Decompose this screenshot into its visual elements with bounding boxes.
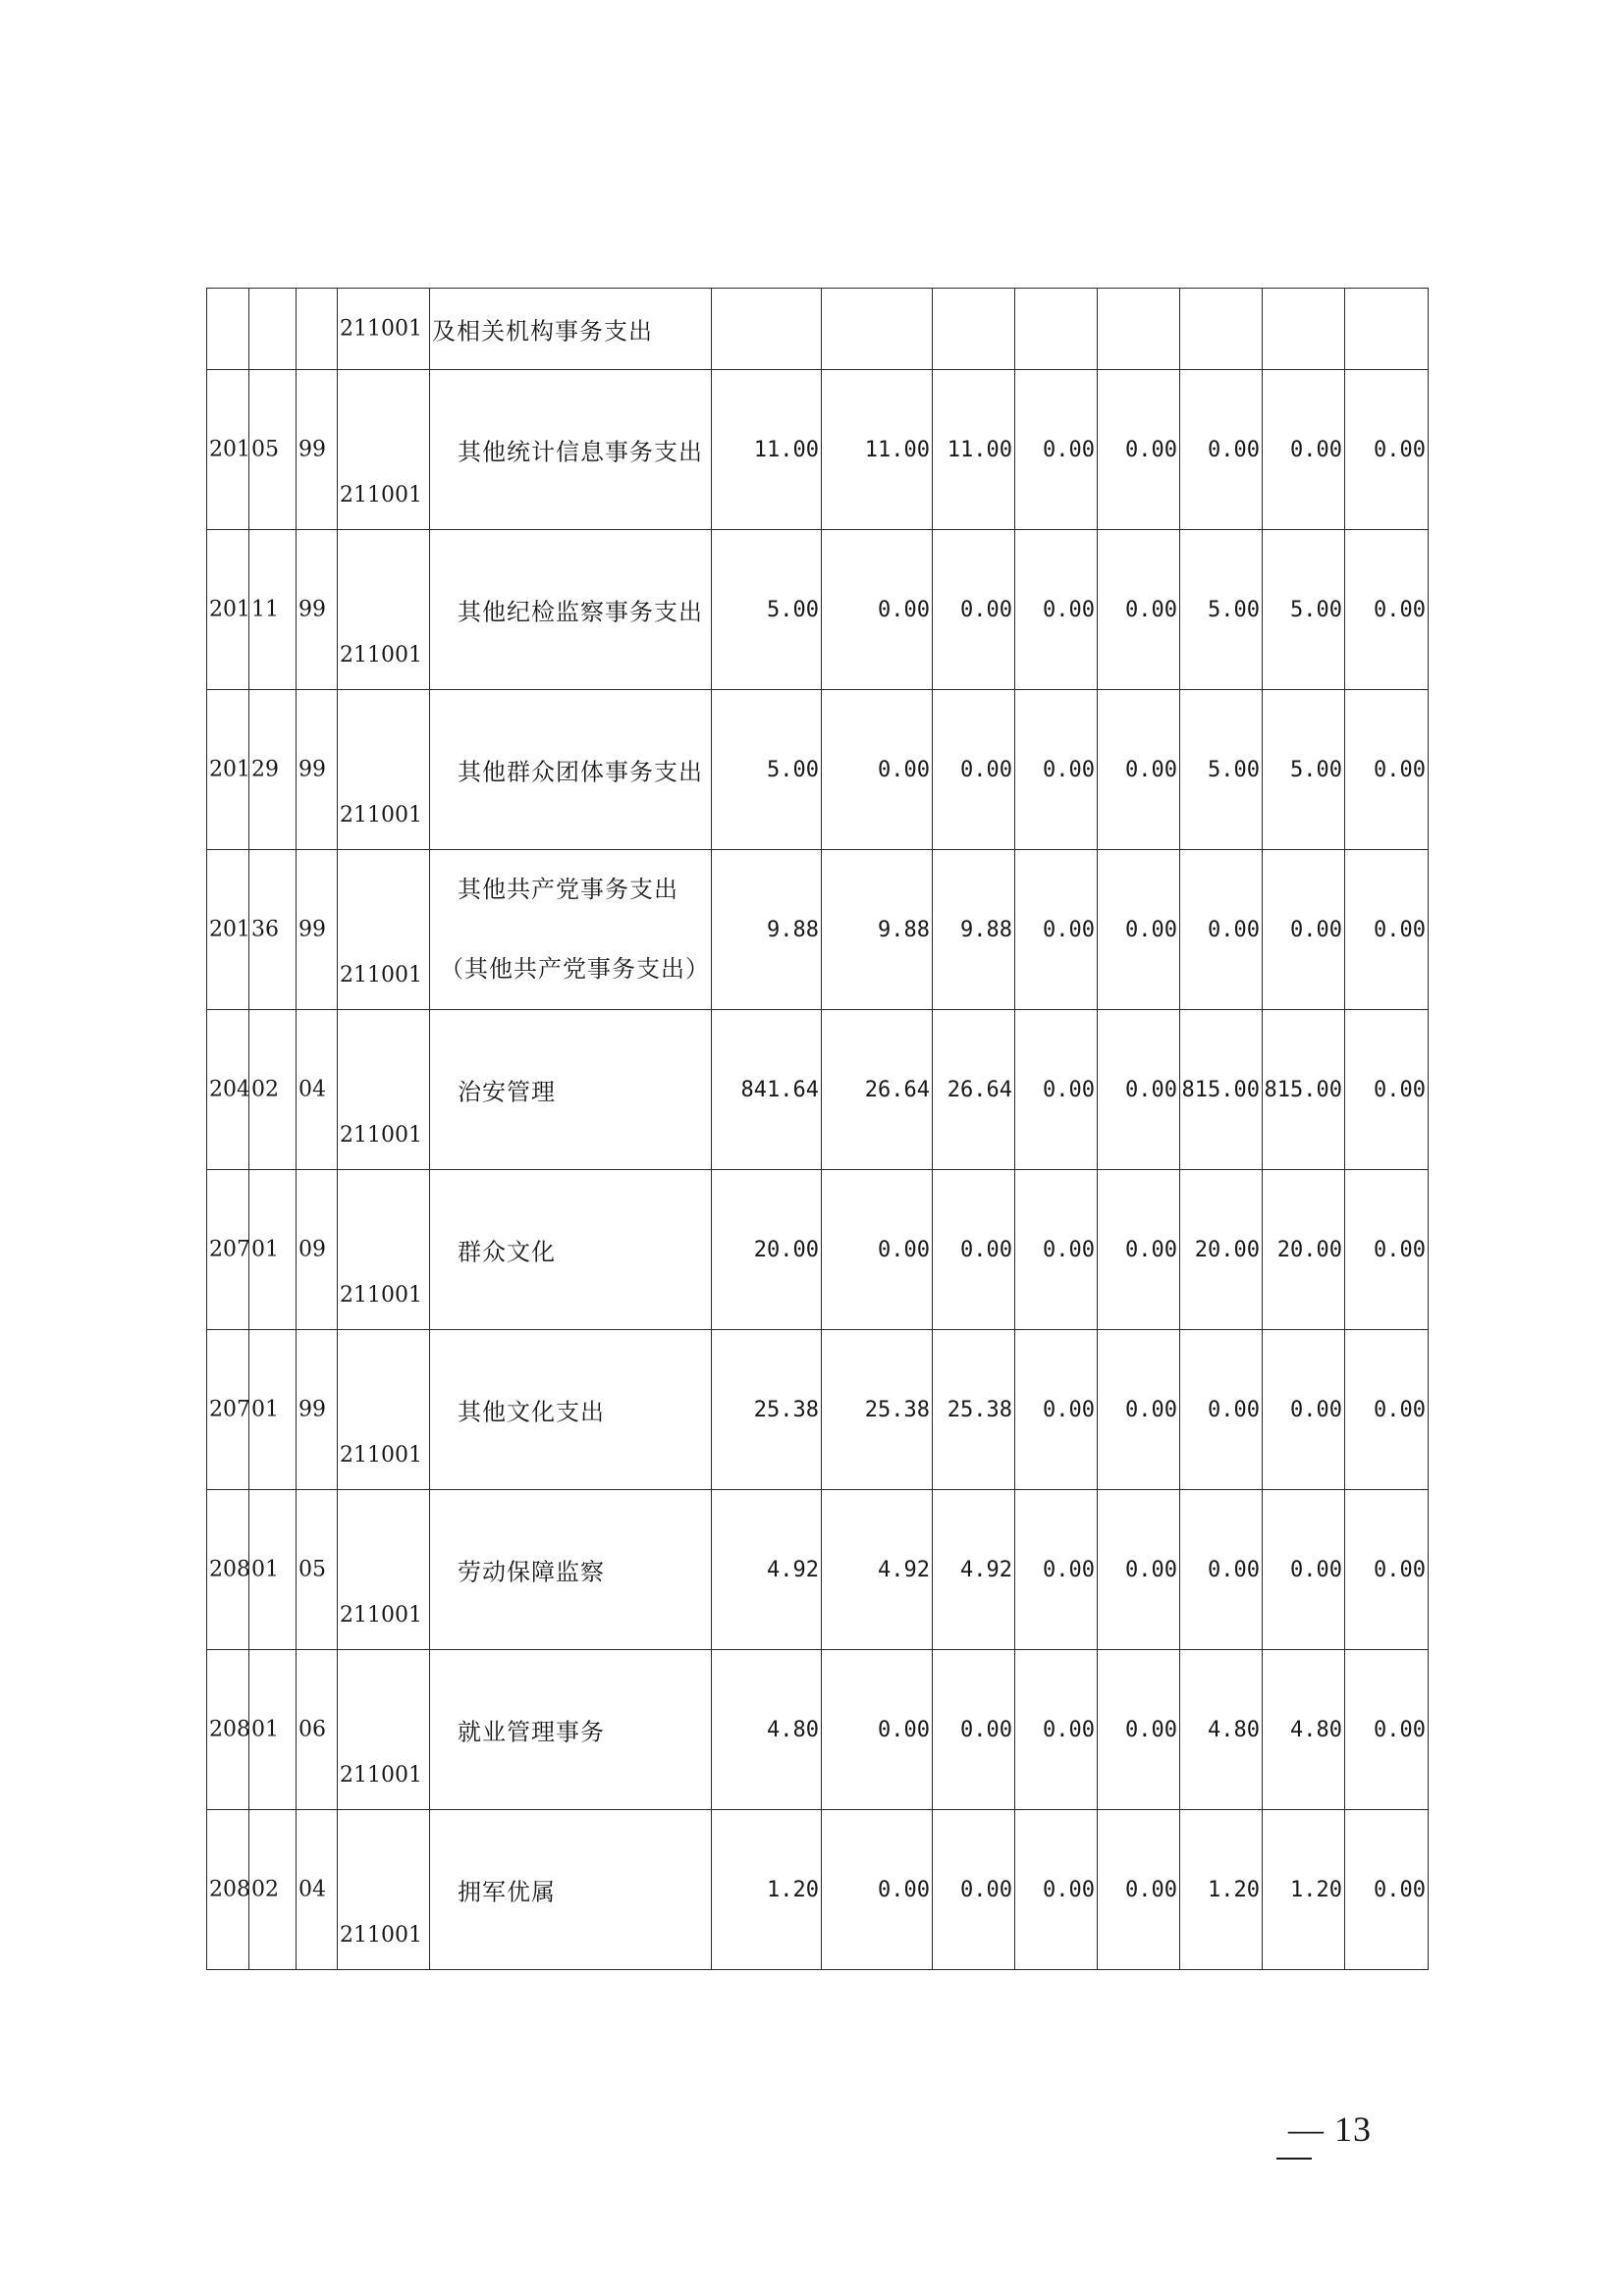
item-name-cell [430, 289, 712, 370]
value-cell: 0.00 [1180, 370, 1263, 530]
class-code: 201 [209, 757, 250, 782]
value-cell: 0.00 [1263, 370, 1345, 530]
value-cell: 0.00 [1015, 690, 1098, 850]
value-cell: 0.00 [933, 1650, 1015, 1810]
org-code: 211001 [340, 1283, 422, 1308]
item-code-cell [297, 370, 338, 530]
value-cell: 0.00 [1345, 1010, 1429, 1170]
value-cell: 0.00 [1098, 530, 1180, 690]
item-name: 其他文化支出 [458, 1398, 605, 1426]
org-code: 211001 [340, 316, 422, 342]
value-cell: 4.92 [712, 1490, 822, 1650]
value-cell: 20.00 [712, 1170, 822, 1330]
item-name: 劳动保障监察 [458, 1558, 605, 1586]
value-cell: 9.88 [822, 850, 933, 1010]
page-number-dash [1276, 2158, 1312, 2160]
section-code-cell [249, 850, 297, 1010]
table-row [207, 1650, 1429, 1810]
org-code: 211001 [340, 803, 422, 828]
item-name-cell [430, 370, 712, 530]
value-cell: 0.00 [1015, 1650, 1098, 1810]
value-cell: 0.00 [1098, 1490, 1180, 1650]
class-code-cell [207, 690, 249, 850]
org-code-cell [338, 1010, 430, 1170]
item-name: 拥军优属 [458, 1878, 556, 1906]
section-code: 01 [251, 1237, 279, 1262]
value-cell: 4.80 [712, 1650, 822, 1810]
item-name: 其他纪检监察事务支出 [458, 598, 703, 626]
item-name-line1: 其他共产党事务支出 [458, 876, 678, 903]
table-row [207, 370, 1429, 530]
item-name: 群众文化 [458, 1238, 556, 1266]
section-code: 02 [251, 1877, 279, 1902]
value-cell: 0.00 [1345, 370, 1429, 530]
value-cell: 26.64 [933, 1010, 1015, 1170]
value-cell: 1.20 [1263, 1810, 1345, 1970]
value-cell: 815.00 [1180, 1010, 1263, 1170]
item-name: 治安管理 [458, 1078, 556, 1106]
value-cell: 0.00 [1098, 1650, 1180, 1810]
value-cell: 25.38 [712, 1330, 822, 1490]
value-cell: 20.00 [1180, 1170, 1263, 1330]
item-code-cell [297, 1810, 338, 1970]
value-cell [822, 289, 933, 370]
value-cell: 0.00 [1015, 1330, 1098, 1490]
item-code: 99 [298, 1397, 326, 1422]
value-cell: 0.00 [1098, 1170, 1180, 1330]
class-code: 201 [209, 917, 250, 942]
item-code-cell [297, 1010, 338, 1170]
section-code: 01 [251, 1397, 279, 1422]
table-row [207, 1010, 1429, 1170]
item-code: 06 [298, 1717, 326, 1742]
value-cell: 0.00 [822, 690, 933, 850]
table-row-continued [207, 289, 1429, 370]
class-code-cell [207, 1010, 249, 1170]
item-name-line2: （其他共产党事务支出） [440, 955, 710, 983]
item-name-cell [430, 1170, 712, 1330]
org-code: 211001 [340, 1443, 422, 1468]
class-code-cell [207, 530, 249, 690]
section-code: 01 [251, 1557, 279, 1582]
value-cell [1015, 289, 1098, 370]
section-code: 05 [251, 437, 279, 462]
value-cell: 4.92 [933, 1490, 1015, 1650]
class-code-cell [207, 1650, 249, 1810]
section-code-cell [249, 1650, 297, 1810]
table-row [207, 1490, 1429, 1650]
org-code-cell [338, 1650, 430, 1810]
class-code-cell [207, 1810, 249, 1970]
value-cell: 20.00 [1263, 1170, 1345, 1330]
value-cell: 0.00 [1345, 1810, 1429, 1970]
value-cell: 0.00 [1015, 370, 1098, 530]
item-name-cell [430, 690, 712, 850]
value-cell [1180, 289, 1263, 370]
section-code-cell [249, 370, 297, 530]
value-cell: 0.00 [1098, 1010, 1180, 1170]
class-code-cell [207, 1170, 249, 1330]
page-number: — 13 [1288, 2109, 1372, 2149]
value-cell: 0.00 [933, 1170, 1015, 1330]
item-name-cell [430, 1810, 712, 1970]
item-code-cell [297, 1170, 338, 1330]
value-cell [1098, 289, 1180, 370]
value-cell: 0.00 [1098, 1810, 1180, 1970]
value-cell [933, 289, 1015, 370]
value-cell: 0.00 [1098, 1330, 1180, 1490]
section-code-cell [249, 1810, 297, 1970]
value-cell: 0.00 [1015, 1490, 1098, 1650]
value-cell: 0.00 [1098, 690, 1180, 850]
value-cell: 11.00 [712, 370, 822, 530]
value-cell: 0.00 [822, 1810, 933, 1970]
item-code: 99 [298, 597, 326, 622]
org-code-cell [338, 850, 430, 1010]
value-cell: 0.00 [1015, 530, 1098, 690]
org-code-cell [338, 289, 430, 370]
section-code-cell [249, 289, 297, 370]
section-code-cell [249, 1490, 297, 1650]
value-cell: 815.00 [1263, 1010, 1345, 1170]
value-cell: 0.00 [822, 1650, 933, 1810]
value-cell: 0.00 [1015, 850, 1098, 1010]
value-cell: 26.64 [822, 1010, 933, 1170]
value-cell: 5.00 [712, 690, 822, 850]
item-code: 09 [298, 1237, 326, 1262]
item-code: 99 [298, 757, 326, 782]
org-code: 211001 [340, 1603, 422, 1628]
value-cell: 0.00 [933, 1810, 1015, 1970]
value-cell: 0.00 [1015, 1010, 1098, 1170]
org-code: 211001 [340, 1123, 422, 1148]
value-cell: 0.00 [1263, 1490, 1345, 1650]
org-code-cell [338, 1170, 430, 1330]
item-code: 99 [298, 917, 326, 942]
org-code: 211001 [340, 483, 422, 507]
item-code: 05 [298, 1557, 326, 1582]
item-name: 其他统计信息事务支出 [458, 438, 703, 466]
value-cell: 11.00 [933, 370, 1015, 530]
value-cell: 5.00 [1263, 690, 1345, 850]
item-code-cell [297, 530, 338, 690]
section-code: 11 [251, 597, 279, 622]
value-cell: 0.00 [1180, 1490, 1263, 1650]
value-cell: 0.00 [1345, 850, 1429, 1010]
section-code: 02 [251, 1077, 279, 1102]
section-code: 01 [251, 1717, 279, 1742]
class-code: 207 [209, 1397, 250, 1422]
value-cell: 0.00 [1345, 1170, 1429, 1330]
value-cell: 25.38 [933, 1330, 1015, 1490]
value-cell: 0.00 [1098, 370, 1180, 530]
class-code: 208 [209, 1717, 250, 1742]
value-cell: 1.20 [712, 1810, 822, 1970]
value-cell: 11.00 [822, 370, 933, 530]
item-name [440, 850, 710, 1009]
item-code-cell [297, 289, 338, 370]
org-code-cell [338, 1810, 430, 1970]
item-name-cell [430, 1330, 712, 1490]
table-row [207, 1170, 1429, 1330]
value-cell: 9.88 [933, 850, 1015, 1010]
value-cell: 0.00 [1345, 1490, 1429, 1650]
class-code: 208 [209, 1877, 250, 1902]
budget-table [206, 288, 1429, 1970]
value-cell: 0.00 [1263, 850, 1345, 1010]
value-cell: 0.00 [822, 1170, 933, 1330]
org-code-cell [338, 690, 430, 850]
table-row [207, 1330, 1429, 1490]
value-cell: 841.64 [712, 1010, 822, 1170]
item-code: 99 [298, 437, 326, 462]
table-body [207, 289, 1429, 1970]
org-code: 211001 [340, 963, 422, 988]
section-code-cell [249, 1170, 297, 1330]
org-code: 211001 [340, 643, 422, 667]
item-name-cell [430, 1010, 712, 1170]
section-code-cell [249, 690, 297, 850]
item-name-cell [430, 530, 712, 690]
item-code-cell [297, 850, 338, 1010]
section-code-cell [249, 530, 297, 690]
value-cell: 0.00 [933, 530, 1015, 690]
class-code-cell [207, 1490, 249, 1650]
value-cell: 0.00 [1345, 1650, 1429, 1810]
value-cell: 5.00 [1180, 690, 1263, 850]
section-code-cell [249, 1330, 297, 1490]
value-cell: 0.00 [1345, 690, 1429, 850]
item-name: 其他群众团体事务支出 [458, 758, 703, 786]
value-cell: 4.80 [1263, 1650, 1345, 1810]
item-name: 就业管理事务 [458, 1718, 605, 1746]
class-code: 201 [209, 597, 250, 622]
value-cell: 0.00 [1015, 1810, 1098, 1970]
value-cell: 4.92 [822, 1490, 933, 1650]
item-code: 04 [298, 1877, 326, 1902]
table-row [207, 850, 1429, 1010]
value-cell [1263, 289, 1345, 370]
value-cell: 4.80 [1180, 1650, 1263, 1810]
value-cell: 5.00 [1180, 530, 1263, 690]
item-code: 04 [298, 1077, 326, 1102]
value-cell: 5.00 [712, 530, 822, 690]
item-code-cell [297, 1650, 338, 1810]
table-row [207, 1810, 1429, 1970]
table-row [207, 690, 1429, 850]
value-cell: 0.00 [1098, 850, 1180, 1010]
class-code: 208 [209, 1557, 250, 1582]
class-code-cell [207, 289, 249, 370]
class-code-cell [207, 1330, 249, 1490]
value-cell: 0.00 [1345, 1330, 1429, 1490]
org-code: 211001 [340, 1763, 422, 1788]
value-cell: 9.88 [712, 850, 822, 1010]
value-cell: 0.00 [1345, 530, 1429, 690]
value-cell: 1.20 [1180, 1810, 1263, 1970]
value-cell: 5.00 [1263, 530, 1345, 690]
org-code-cell [338, 1330, 430, 1490]
value-cell [712, 289, 822, 370]
item-code-cell [297, 690, 338, 850]
org-code-cell [338, 530, 430, 690]
item-name-cell [430, 850, 712, 1010]
item-name-cell [430, 1650, 712, 1810]
class-code: 201 [209, 437, 250, 462]
class-code: 207 [209, 1237, 250, 1262]
value-cell: 0.00 [822, 530, 933, 690]
value-cell: 0.00 [1015, 1170, 1098, 1330]
item-code-cell [297, 1490, 338, 1650]
class-code-cell [207, 850, 249, 1010]
value-cell: 0.00 [1180, 850, 1263, 1010]
item-code-cell [297, 1330, 338, 1490]
value-cell [1345, 289, 1429, 370]
org-code-cell [338, 370, 430, 530]
section-code: 36 [251, 917, 279, 942]
section-code-cell [249, 1010, 297, 1170]
value-cell: 0.00 [1263, 1330, 1345, 1490]
section-code: 29 [251, 757, 279, 782]
value-cell: 0.00 [933, 690, 1015, 850]
table-row [207, 530, 1429, 690]
class-code: 204 [209, 1077, 250, 1102]
value-cell: 25.38 [822, 1330, 933, 1490]
org-code-cell [338, 1490, 430, 1650]
class-code-cell [207, 370, 249, 530]
item-name-cell [430, 1490, 712, 1650]
value-cell: 0.00 [1180, 1330, 1263, 1490]
item-name: 及相关机构事务支出 [432, 317, 653, 346]
org-code: 211001 [340, 1923, 422, 1948]
